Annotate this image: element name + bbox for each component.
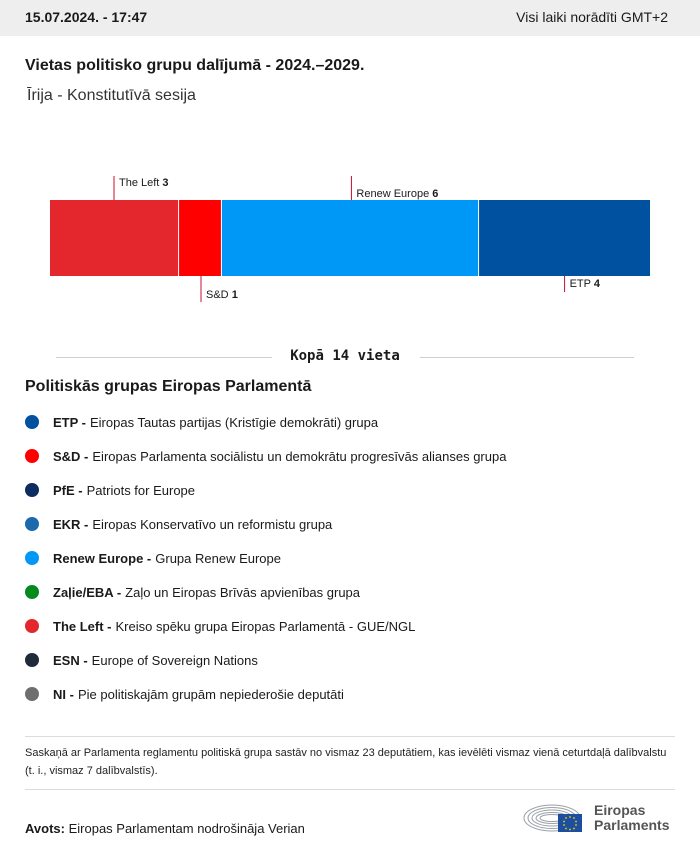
legend-dot-icon: [25, 449, 39, 463]
top-bar: [0, 0, 700, 36]
legend-abbr: PfE -: [53, 482, 83, 498]
legend-abbr: The Left -: [53, 618, 112, 634]
datetime: 15.07.2024. - 17:47: [25, 9, 148, 25]
legend-name: Grupa Renew Europe: [155, 550, 281, 566]
legend-abbr: NI -: [53, 686, 74, 702]
chart-subtitle: Īrija - Konstitutīvā sesija: [27, 87, 196, 104]
legend-item: [25, 473, 685, 507]
seat-bar-chart: [0, 160, 700, 310]
divider: [25, 789, 675, 790]
segment-label: S&D 1: [206, 289, 238, 301]
legend-item: [25, 575, 685, 609]
segment-label: The Left 3: [119, 177, 169, 189]
legend-dot-icon: [25, 517, 39, 531]
parliament-emblem-icon: [522, 798, 590, 838]
timezone-note: Visi laiki norādīti GMT+2: [516, 9, 668, 25]
bar-segment: [221, 200, 478, 276]
chart-title: Vietas politisko grupu dalījumā - 2024.–2029.: [25, 57, 365, 74]
legend-item: [25, 541, 685, 575]
legend-item: [25, 643, 685, 677]
legend-abbr: S&D -: [53, 448, 89, 464]
legend-dot-icon: [25, 619, 39, 633]
legend-abbr: ESN -: [53, 652, 88, 668]
logo-text: [594, 803, 669, 833]
european-parliament-logo: [522, 798, 682, 838]
logo-line-1: Eiropas: [594, 802, 646, 818]
bar-segment: [179, 200, 222, 276]
legend-name: Eiropas Parlamenta sociālistu un demokrātu progresīvās alianses grupa: [92, 448, 507, 464]
divider-line: [420, 357, 634, 358]
legend-name: Patriots for Europe: [86, 482, 196, 498]
legend-dot-icon: [25, 551, 39, 565]
legend-dot-icon: [25, 653, 39, 667]
segment-label: ETP 4: [569, 278, 600, 290]
footnote: Saskaņā ar Parlamenta reglamentu politiskā grupa sastāv no vismaz 23 deputātiem, kas ievēlēti vismaz vienā ceturtdaļā dalībvalstu (t. i., vismaz 7 dalībvalstīs).: [25, 747, 667, 777]
source-text: Eiropas Parlamentam nodrošināja Verian: [68, 821, 305, 836]
legend-abbr: EKR -: [53, 516, 89, 532]
legend-name: Eiropas Konservatīvo un reformistu grupa: [92, 516, 333, 532]
legend-item: [25, 609, 685, 643]
divider: [25, 736, 675, 737]
legend-dot-icon: [25, 415, 39, 429]
total-seats-label: Kopā 14 vieta: [290, 348, 400, 364]
legend-title: Politiskās grupas Eiropas Parlamentā: [25, 378, 312, 395]
legend-name: Kreiso spēku grupa Eiropas Parlamentā - GUE/NGL: [115, 618, 416, 634]
legend-name: Pie politiskajām grupām nepiederošie deputāti: [77, 686, 344, 702]
bar-segment: [479, 200, 650, 276]
legend-abbr: Renew Europe -: [53, 550, 152, 566]
source-label: Avots:: [25, 821, 65, 836]
legend-item: [25, 507, 685, 541]
legend-item: [25, 405, 685, 439]
legend-dot-icon: [25, 483, 39, 497]
legend-dot-icon: [25, 687, 39, 701]
legend-abbr: ETP -: [53, 414, 86, 430]
segment-label: Renew Europe 6: [356, 188, 439, 200]
total-seats-row: [56, 345, 634, 369]
legend-abbr: Zaļie/EBA -: [53, 584, 122, 600]
legend: [25, 405, 685, 711]
logo-line-2: Parlaments: [594, 817, 670, 833]
legend-dot-icon: [25, 585, 39, 599]
legend-name: Zaļo un Eiropas Brīvās apvienības grupa: [125, 584, 361, 600]
legend-item: [25, 439, 685, 473]
source-line: [25, 821, 305, 836]
legend-item: [25, 677, 685, 711]
legend-name: Eiropas Tautas partijas (Kristīgie demokrāti) grupa: [90, 414, 379, 430]
legend-name: Europe of Sovereign Nations: [91, 652, 258, 668]
bar-segment: [50, 200, 179, 276]
